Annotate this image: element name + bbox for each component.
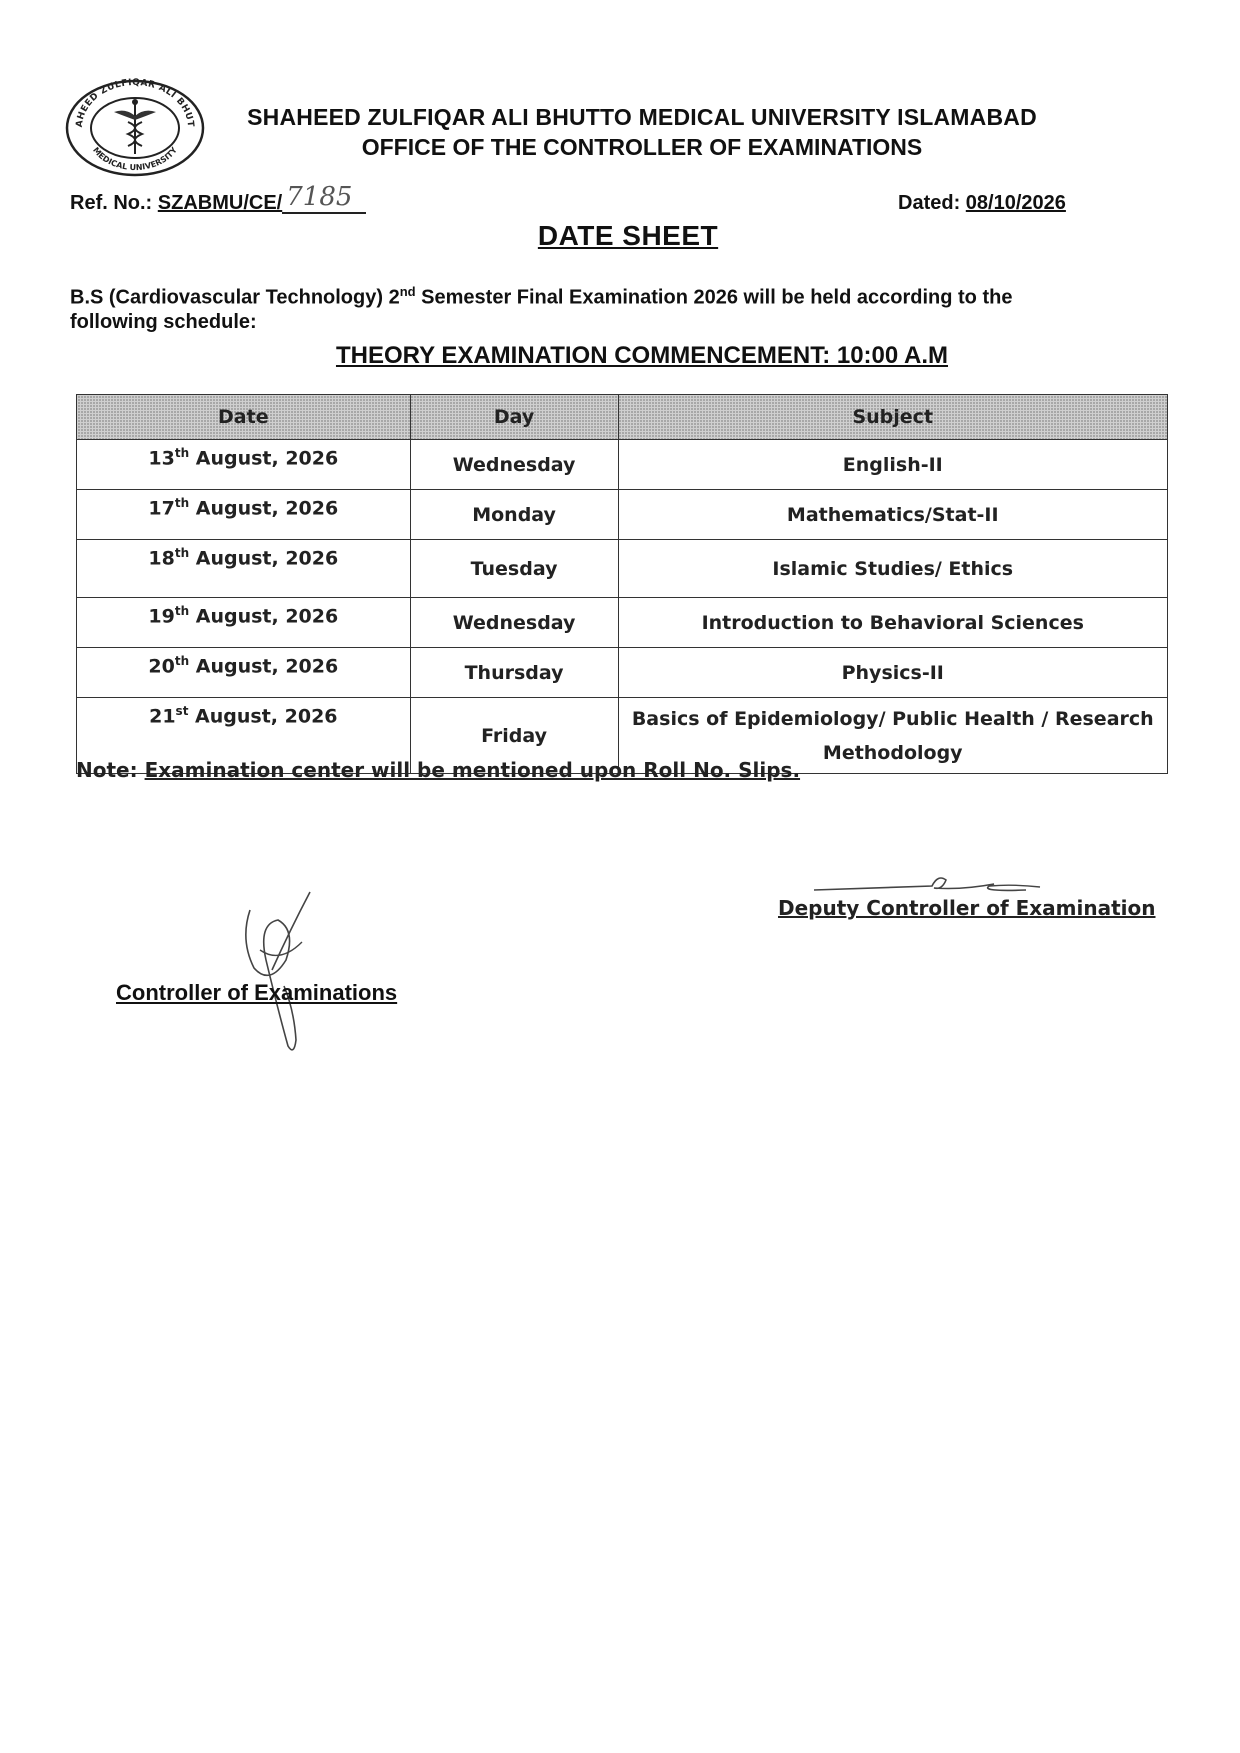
day-cell: Wednesday [410, 598, 618, 648]
date-rest: August, 2026 [189, 655, 339, 678]
dated [898, 192, 1066, 215]
day-cell: Friday [410, 698, 618, 774]
subject-cell: Physics-II [618, 648, 1168, 698]
table-row [77, 440, 1168, 490]
subject-cell: Mathematics/Stat-II [618, 490, 1168, 540]
date-cell [77, 648, 411, 698]
page-title: DATE SHEET [537, 220, 719, 251]
header-day: Day [410, 395, 618, 440]
date-cell [77, 598, 411, 648]
seal-ring-text-top: AHEED ZULFIQAR ALI BHUT [74, 78, 196, 129]
date-cell [77, 490, 411, 540]
date-suffix: th [174, 604, 190, 618]
dated-value: 08/10/2026 [965, 192, 1066, 214]
university-name: SHAHEED ZULFIQAR ALI BHUTTO MEDICAL UNIVERSITY ISLAMABAD [247, 104, 1037, 130]
date-cell [77, 440, 411, 490]
ref-handwritten-number: 7185 [282, 182, 366, 214]
note-text: Examination center will be mentioned upon Roll No. Slips. [144, 758, 801, 782]
date-day-num: 21 [149, 705, 176, 728]
deputy-controller-label: Deputy Controller of Examination [778, 896, 1156, 920]
day-cell: Wednesday [410, 440, 618, 490]
date-day-num: 13 [148, 447, 175, 470]
date-day-num: 19 [148, 605, 175, 628]
intro-semester-suffix: nd [399, 284, 416, 299]
table-header-row [77, 395, 1168, 440]
ref-code: SZABMU/CE/ [157, 192, 283, 214]
reference-number [70, 182, 366, 216]
svg-text:SHAHEED ZULFIQAR ALI BHUTTO [64, 78, 195, 128]
day-cell: Monday [410, 490, 618, 540]
intro-program: B.S (Cardiovascular Technology) 2 [70, 286, 400, 309]
date-suffix: th [174, 446, 190, 460]
intro-paragraph [70, 280, 1080, 334]
table-row [77, 648, 1168, 698]
date-rest: August, 2026 [189, 447, 339, 470]
date-rest: August, 2026 [189, 497, 339, 520]
handwritten-signature-icon [230, 890, 340, 1060]
note-label: Note: [76, 758, 138, 782]
date-suffix: th [174, 496, 190, 510]
date-suffix: th [174, 546, 190, 560]
schedule-table [76, 394, 1168, 774]
subject-cell: Basics of Epidemiology/ Public Health / Research Methodology [618, 698, 1168, 774]
date-suffix: th [174, 654, 190, 668]
day-cell: Tuesday [410, 540, 618, 598]
header-subject: Subject [618, 395, 1168, 440]
commencement-heading: THEORY EXAMINATION COMMENCEMENT: 10:00 A.M [335, 342, 949, 369]
date-day-num: 18 [148, 547, 175, 570]
header-date: Date [77, 395, 411, 440]
subject-cell: Islamic Studies/ Ethics [618, 540, 1168, 598]
university-seal-icon [64, 78, 206, 178]
handwritten-signature-icon [812, 860, 1042, 900]
controller-label: Controller of Examinations [116, 980, 398, 1005]
dated-label: Dated: [898, 192, 961, 214]
date-rest: August, 2026 [189, 547, 339, 570]
date-day-num: 17 [148, 497, 175, 520]
note [76, 758, 800, 782]
date-rest: August, 2026 [189, 605, 339, 628]
subject-cell: Introduction to Behavioral Sciences [618, 598, 1168, 648]
table-row [77, 540, 1168, 598]
office-name: OFFICE OF THE CONTROLLER OF EXAMINATIONS [361, 134, 923, 160]
ref-label: Ref. No.: [70, 192, 153, 214]
seal-ring-text-bottom: MEDICAL UNIVERSITY [91, 145, 179, 173]
table-row [77, 490, 1168, 540]
day-cell: Thursday [410, 648, 618, 698]
subject-cell: English-II [618, 440, 1168, 490]
date-day-num: 20 [148, 655, 175, 678]
table-row [77, 598, 1168, 648]
intro-rest: Semester Final Examination 2026 will be held according to the following schedule: [70, 286, 1013, 333]
date-suffix: st [175, 704, 189, 718]
date-cell [77, 540, 411, 598]
date-rest: August, 2026 [188, 705, 338, 728]
